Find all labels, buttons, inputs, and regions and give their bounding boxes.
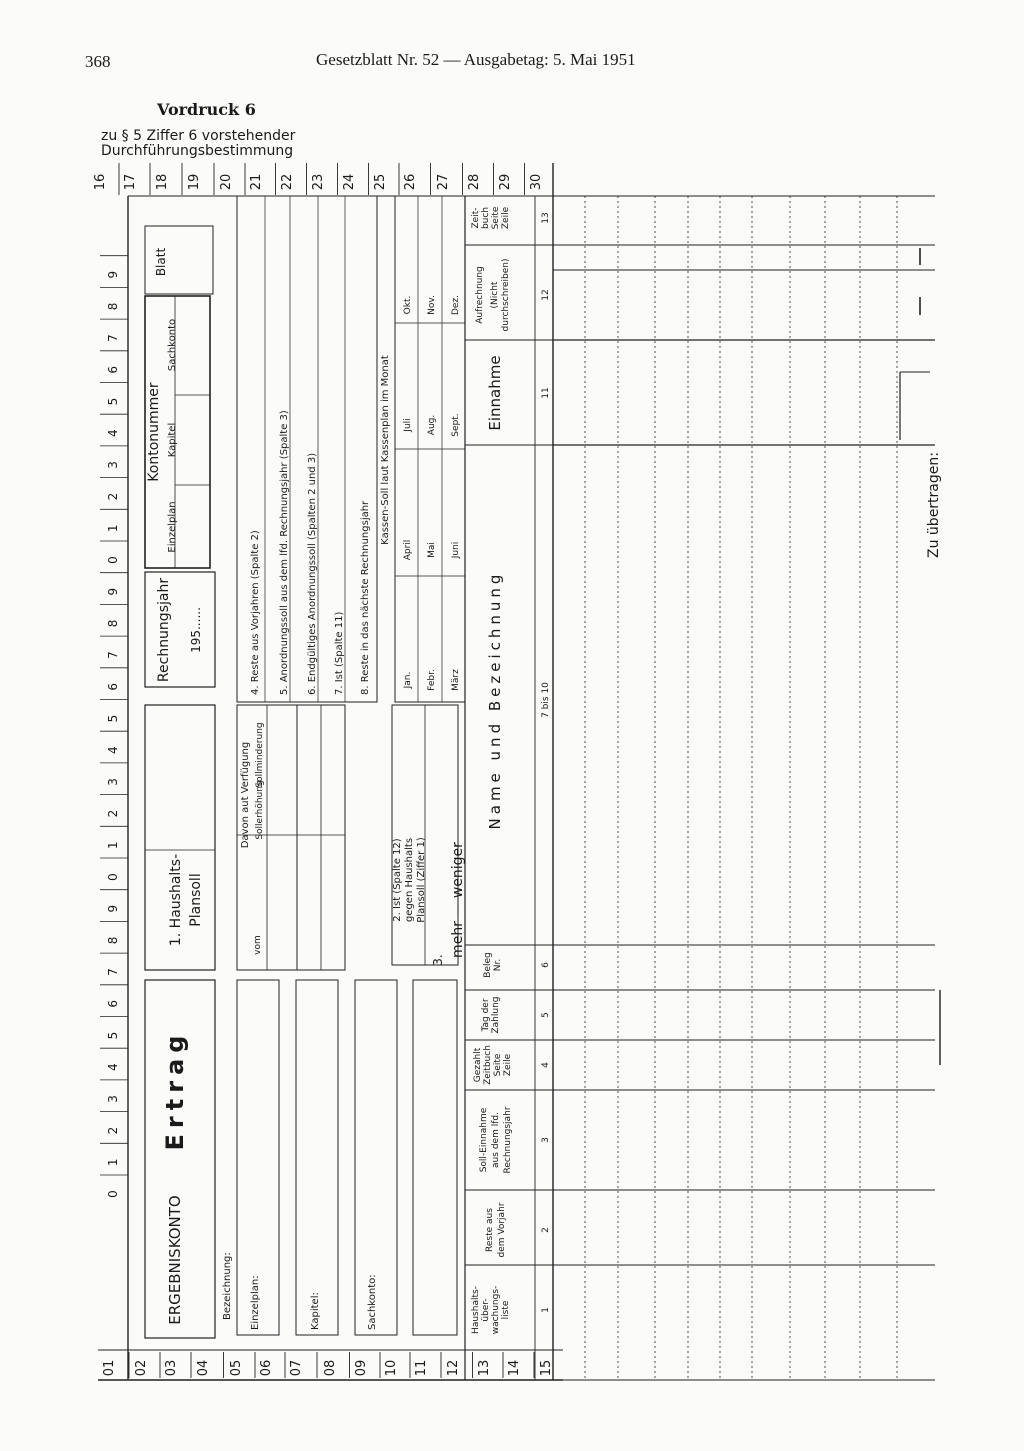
month-label: Sept.	[451, 413, 461, 437]
digit-strip-number: 6	[106, 365, 120, 374]
column-header: Name und Bezeichnung	[486, 570, 504, 830]
column-index: 4	[541, 1062, 551, 1068]
digit-strip-number: 0	[106, 1190, 120, 1198]
column-header: Zeitbuch	[483, 1045, 493, 1085]
row-number: 13	[477, 1359, 492, 1377]
column-header: Zeit-	[471, 207, 481, 229]
column-number: 22	[280, 173, 295, 191]
column-header: aus dem lfd.	[491, 1112, 501, 1168]
rest-line: 7. Ist (Spalte 11)	[334, 611, 345, 695]
column-number: 26	[403, 173, 418, 191]
column-header: Seite	[491, 206, 501, 230]
row-number: 10	[384, 1359, 399, 1377]
carry-over-label: Zu übertragen:	[926, 452, 942, 558]
month-label: Juli	[403, 418, 413, 432]
digit-strip-number: 1	[106, 524, 120, 533]
einzelplan-label: Einzelplan:	[250, 1275, 261, 1330]
column-index: 6	[541, 962, 551, 968]
column-header: wachungs-	[491, 1285, 501, 1335]
column-header: Soll-Einnahme	[479, 1107, 489, 1173]
month-label: Nov.	[427, 295, 437, 315]
column-index: 3	[541, 1137, 551, 1143]
kontonummer-sachkonto: Sachkonto	[167, 318, 178, 372]
ist-label-3: Plansoll (Ziffer 1)	[416, 837, 427, 923]
row-number: 07	[289, 1359, 304, 1377]
column-number: 16	[93, 173, 108, 191]
digit-strip-number: 0	[106, 556, 120, 564]
column-index: 11	[541, 387, 551, 399]
rest-line: 5. Anordnungssoll aus dem lfd. Rechnungsjahr (Spalte 3)	[279, 410, 290, 695]
digit-strip-number: 9	[106, 270, 120, 279]
rest-line: 8. Reste in das nächste Rechnungsjahr	[360, 500, 371, 695]
digit-strip-number: 5	[106, 1031, 120, 1040]
rest-line: 4. Reste aus Vorjahren (Spalte 2)	[250, 530, 261, 695]
digit-strip-number: 3	[106, 778, 120, 786]
kontonummer-kapitel: Kapitel	[167, 422, 178, 458]
column-header: Zeile	[501, 206, 511, 230]
column-number: 23	[311, 173, 326, 191]
column-header: Beleg	[483, 952, 493, 978]
column-header: Reste aus	[485, 1208, 495, 1252]
row-number: 03	[164, 1359, 179, 1377]
column-index: 5	[541, 1012, 551, 1018]
digit-strip-number: 5	[106, 397, 120, 406]
digit-strip-number: 8	[106, 936, 120, 945]
vom-label: vom	[253, 935, 263, 955]
month-label: Mai	[427, 542, 437, 558]
digit-strip-number: 8	[106, 619, 120, 628]
form-reference-line2: Durchführungsbestimmung	[101, 143, 294, 159]
sollminderung-label: Sollminderung	[255, 722, 265, 788]
column-number: 19	[187, 173, 202, 191]
kontonummer-einzelplan: Einzelplan	[167, 501, 178, 553]
column-number: 24	[342, 173, 357, 191]
blatt-label: Blatt	[154, 247, 168, 277]
column-number: 25	[373, 173, 388, 191]
digit-strip-number: 2	[106, 1126, 120, 1135]
column-header: Zahlung	[491, 996, 501, 1034]
digit-strip-number: 1	[106, 841, 120, 850]
column-header: Einnahme	[486, 355, 504, 431]
digit-strip-number: 6	[106, 999, 120, 1008]
bezeichnung-label: Bezeichnung:	[222, 1252, 233, 1320]
digit-strip-number: 3	[106, 1095, 120, 1103]
page-header-title: Gesetzblatt Nr. 52 — Ausgabetag: 5. Mai 1951	[316, 50, 636, 69]
month-label: Jan.	[403, 671, 413, 689]
digit-strip-number: 2	[106, 809, 120, 818]
column-index: 7 bis 10	[541, 682, 551, 718]
form-name: Vordruck 6	[157, 100, 256, 119]
column-header: Haushalts-	[471, 1286, 481, 1334]
kassensoll-label: Kassen-Soll laut Kassenplan im Monat	[380, 355, 391, 545]
row-number: 09	[354, 1359, 369, 1377]
digit-strip-number: 7	[106, 334, 120, 342]
rechnungsjahr-label: Rechnungsjahr	[156, 577, 172, 683]
ist-label-2: gegen Haushalts	[404, 837, 415, 923]
row-number: 08	[323, 1359, 338, 1377]
month-label: Febr.	[427, 669, 437, 691]
row-number: 06	[259, 1359, 274, 1377]
mehr-weniger-num: 3.	[431, 954, 445, 966]
column-number: 29	[498, 173, 513, 191]
column-header: (Nicht	[490, 281, 500, 309]
column-header: Nr.	[493, 958, 503, 972]
row-number: 05	[229, 1359, 244, 1377]
ist-label-1: 2. Ist (Spalte 12)	[392, 838, 403, 922]
page-number: 368	[85, 52, 111, 71]
form-reference-line1: zu § 5 Ziffer 6 vorstehender	[101, 128, 296, 144]
column-header: Zeile	[503, 1053, 513, 1077]
rechnungsjahr-value: 195......	[189, 607, 203, 653]
digit-strip-number: 4	[106, 1063, 120, 1072]
month-label: Dez.	[451, 294, 461, 316]
digit-strip-number: 6	[106, 682, 120, 691]
digit-strip-number: 2	[106, 492, 120, 501]
digit-strip-number: 7	[106, 968, 120, 976]
column-number: 20	[219, 173, 234, 191]
row-number: 01	[102, 1359, 117, 1377]
column-index: 2	[541, 1227, 551, 1233]
digit-strip-number: 1	[106, 1158, 120, 1167]
row-number: 15	[539, 1359, 554, 1377]
column-index: 12	[541, 289, 551, 301]
plansoll-label: 1. Haushalts-	[168, 853, 184, 947]
digit-strip-number: 4	[106, 429, 120, 438]
digit-strip-number: 9	[106, 587, 120, 596]
column-header: Gezahlt	[473, 1047, 483, 1083]
column-number: 21	[249, 173, 264, 191]
column-header: dem Vorjahr	[497, 1202, 507, 1258]
row-number: 04	[196, 1359, 211, 1377]
digit-strip-number: 7	[106, 651, 120, 659]
row-number: 02	[134, 1359, 149, 1377]
sachkonto-label: Sachkonto:	[367, 1274, 378, 1330]
account-title: ERGEBNISKONTO	[166, 1195, 184, 1325]
row-number: 12	[446, 1359, 461, 1377]
row-number: 11	[414, 1359, 429, 1377]
column-header: Rechnungsjahr	[503, 1106, 513, 1174]
column-index: 1	[541, 1307, 551, 1313]
kapitel-label: Kapitel:	[310, 1292, 321, 1330]
plansoll-label-2: Plansoll	[188, 873, 204, 927]
digit-strip-number: 4	[106, 746, 120, 755]
davon-label: Davon aut Verfügung	[240, 741, 251, 849]
month-label: März	[451, 669, 461, 691]
rest-line: 6. Endgültiges Anordnungssoll (Spalten 2 und 3)	[307, 452, 318, 695]
column-header: durchschreiben)	[501, 258, 511, 332]
column-number: 27	[436, 173, 451, 191]
column-header: Tag der	[481, 998, 491, 1032]
digit-strip-number: 0	[106, 873, 120, 881]
column-header: buch	[481, 206, 491, 230]
column-number: 17	[123, 173, 138, 191]
row-number: 14	[507, 1359, 522, 1377]
column-header: über-	[481, 1298, 491, 1322]
digit-strip-number: 5	[106, 714, 120, 723]
account-heading: Ertrag	[161, 1029, 189, 1151]
column-header: Seite	[493, 1053, 503, 1077]
kontonummer-label: Kontonummer	[146, 382, 162, 482]
column-index: 13	[541, 212, 551, 224]
column-header: liste	[501, 1300, 511, 1320]
digit-strip-number: 3	[106, 461, 120, 469]
column-header: Aufrechnung	[475, 266, 485, 324]
month-label: Juni	[451, 541, 461, 559]
column-number: 28	[467, 173, 482, 191]
sollerhoehung-label: Sollerhöhung	[255, 780, 265, 840]
month-label: April	[403, 539, 413, 561]
month-label: Aug.	[427, 414, 437, 436]
column-number: 18	[155, 173, 170, 191]
month-label: Okt.	[403, 295, 413, 315]
digit-strip-number: 8	[106, 302, 120, 311]
column-number: 30	[529, 173, 544, 191]
digit-strip-number: 9	[106, 904, 120, 913]
mehr-weniger-label: mehr — weniger	[450, 842, 466, 958]
